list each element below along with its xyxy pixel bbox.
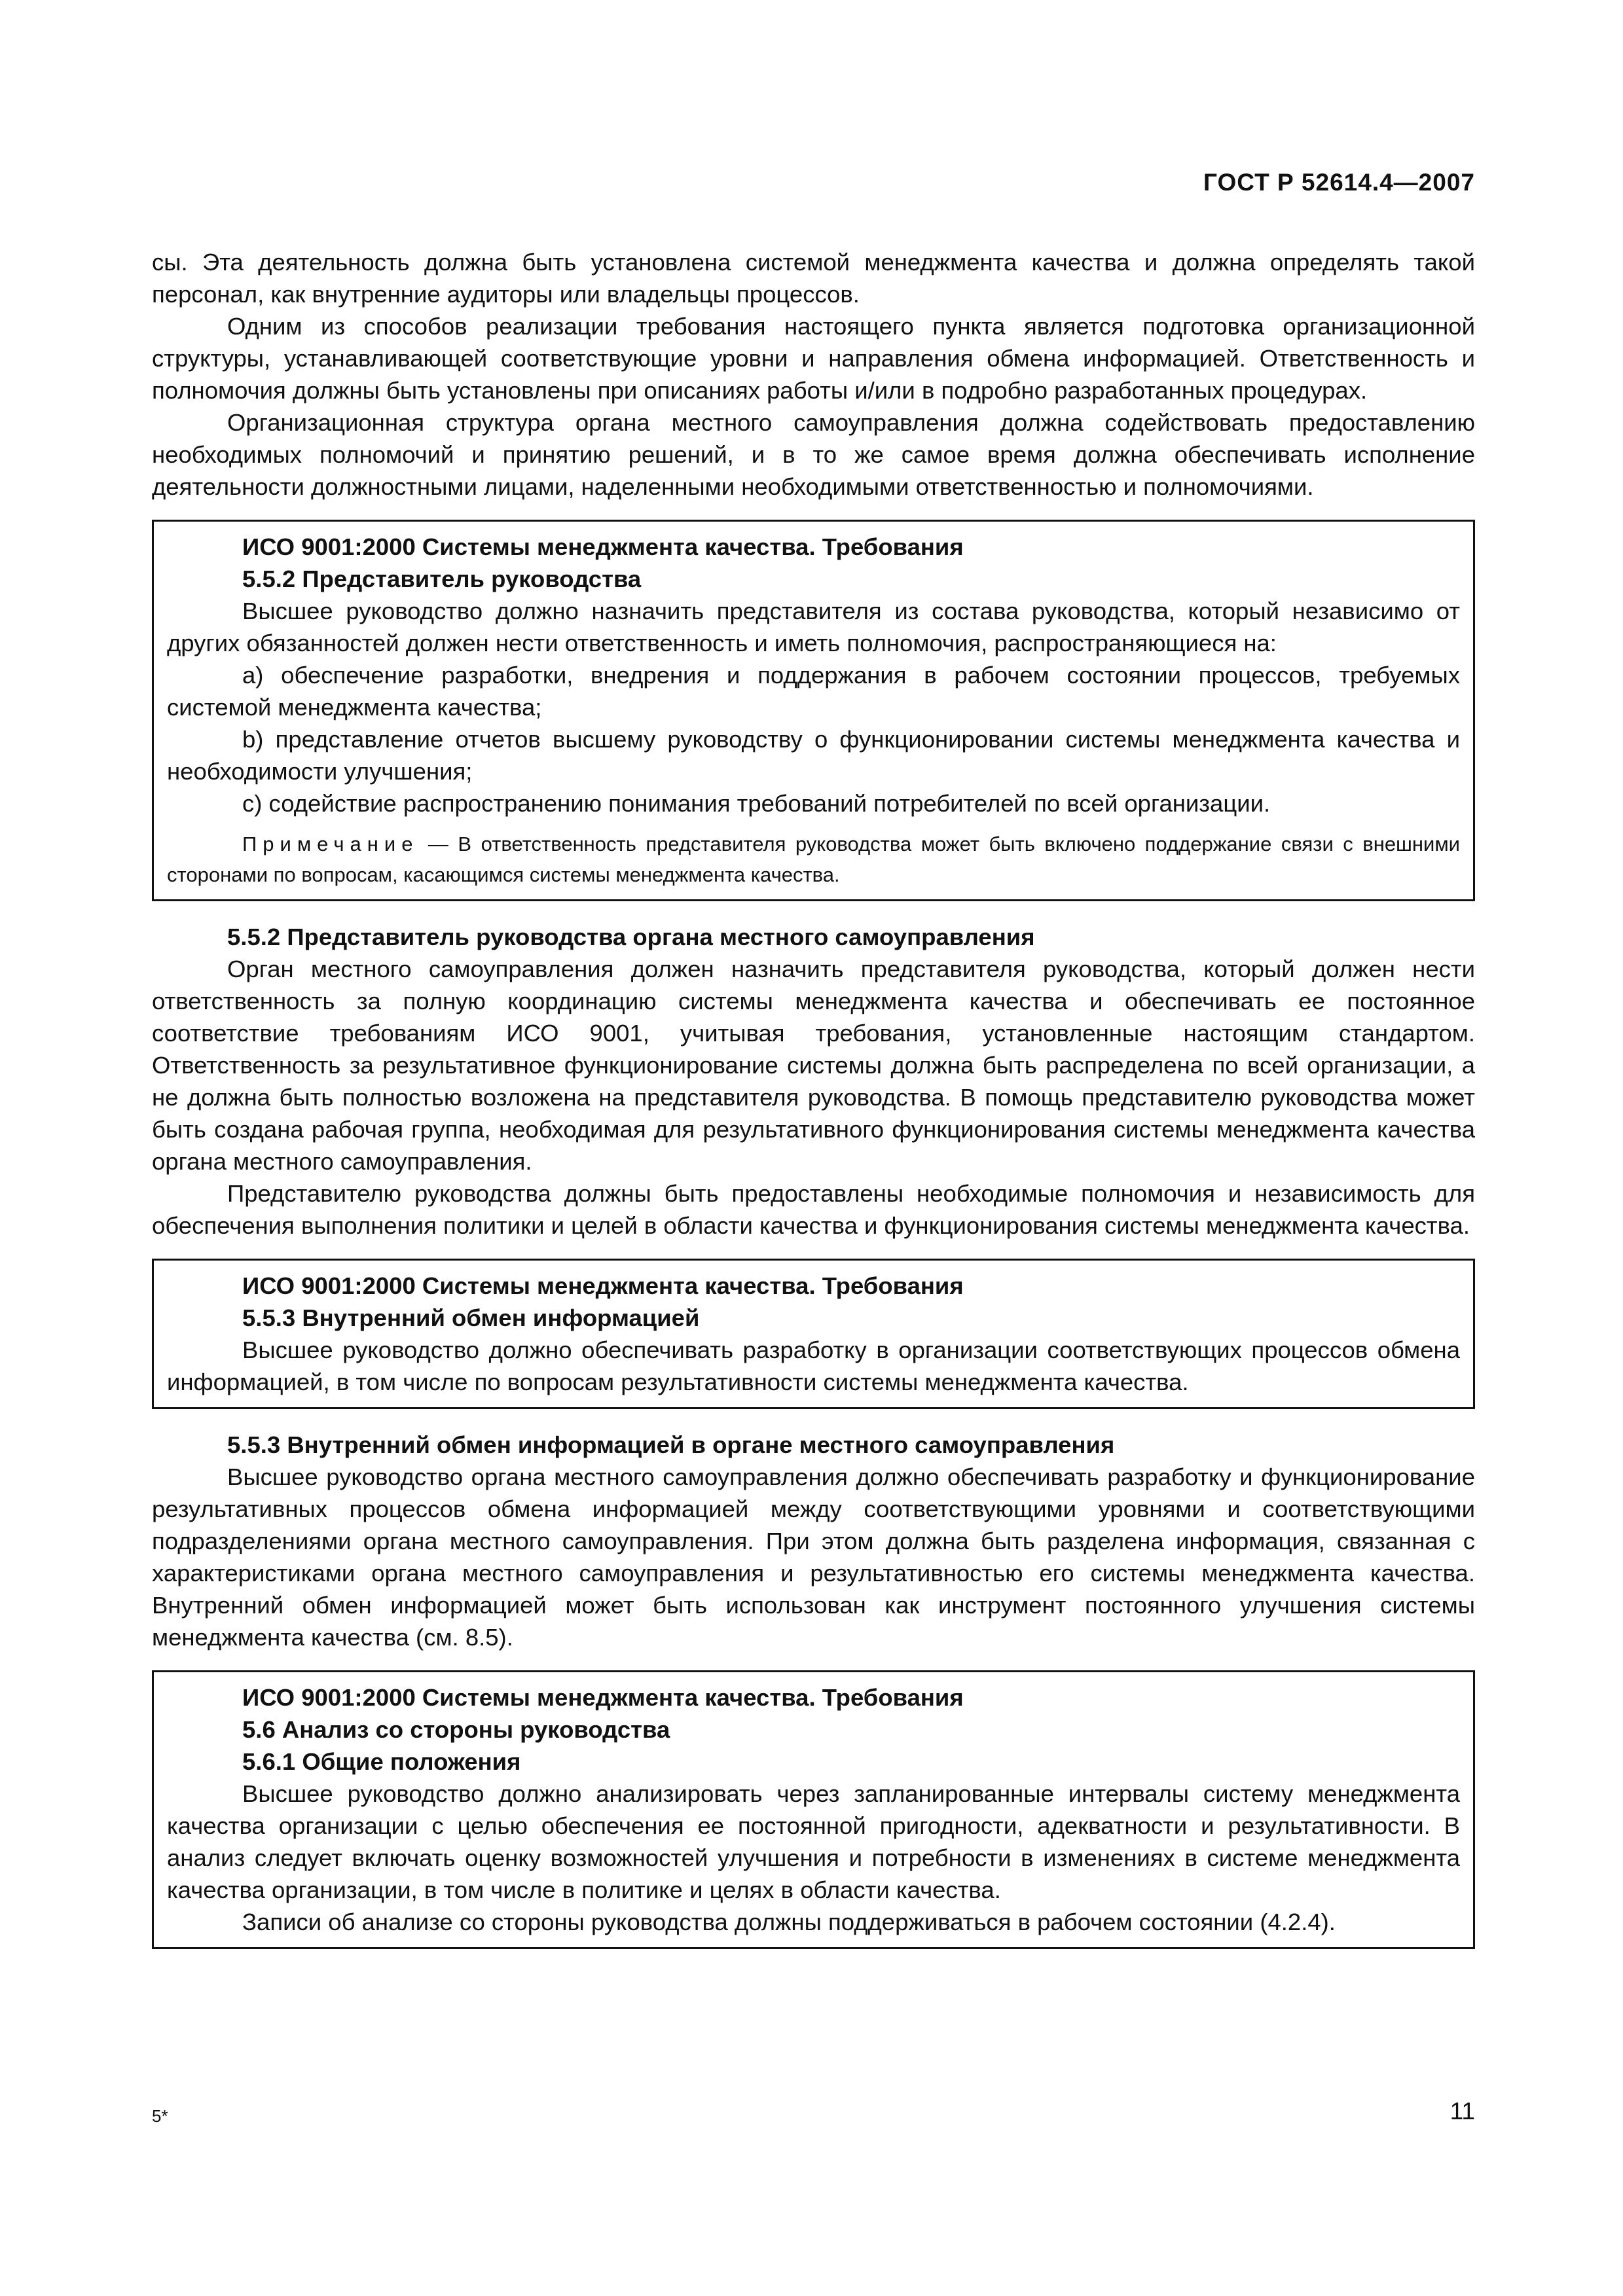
iso-quote-box-56: [152, 1670, 1475, 1949]
standard-number: ГОСТ Р 52614.4—2007: [1203, 169, 1475, 196]
box-subtitle: 5.6 Анализ со стороны руководства: [242, 1716, 670, 1743]
box-note: [167, 829, 1460, 890]
section-553-paragraph-1: Высшее руководство органа местного самоуправления должно обеспечивать разработку и функционирование результативных процессов обмена информацией между соответствующими уровнями и соответствующими подразделениями органа местного самоуправления. При этом должна быть разделена информация, связанная с характеристиками органа местного самоуправления и результативностью его системы менеджмента качества. Внутренний обмен информацией может быть использован как инструмент постоянного улучшения системы менеджмента качества (см. 8.5).: [152, 1463, 1475, 1651]
intro-paragraph-1: сы. Эта деятельность должна быть установлена системой менеджмента качества и должна определять такой персонал, как внутренние аудиторы или владельцы процессов.: [152, 249, 1475, 308]
box-title: ИСО 9001:2000 Системы менеджмента качества. Требования: [242, 1684, 964, 1711]
iso-quote-box-552: [152, 520, 1475, 901]
list-item-c: c) содействие распространению понимания требований потребителей по всей организации.: [242, 790, 1271, 817]
box-title: ИСО 9001:2000 Системы менеджмента качества. Требования: [242, 533, 964, 560]
list-item-b: b) представление отчетов высшему руководству о функционировании системы менеджмента качества и необходимости улучшения;: [167, 726, 1460, 785]
list-item-a: a) обеспечение разработки, внедрения и поддержания в рабочем состоянии процессов, требуемых системой менеджмента качества;: [167, 662, 1460, 721]
section-heading-552: 5.5.2 Представитель руководства органа местного самоуправления: [227, 924, 1035, 950]
page-content: [152, 246, 1475, 1969]
signature-mark: 5*: [152, 2106, 168, 2126]
box-paragraph-2: Записи об анализе со стороны руководства должны поддерживаться в рабочем состоянии (4.2.4).: [242, 1909, 1336, 1935]
box-paragraph: Высшее руководство должно анализировать через запланированные интервалы систему менеджмента качества организации с целью обеспечения ее постоянной пригодности, адекватности и результативности. В анализ следует включать оценку возможностей улучшения и потребности в изменениях в системе менеджмента качества организации, в том числе в политике и целях в области качества.: [167, 1780, 1460, 1903]
note-lead: Примечание: [242, 833, 419, 855]
box-subtitle: 5.5.3 Внутренний обмен информацией: [242, 1304, 700, 1331]
box-paragraph: Высшее руководство должно назначить представителя из состава руководства, который независимо от других обязанностей должен нести ответственность и иметь полномочия, распространяющиеся на:: [167, 598, 1460, 656]
intro-paragraph-2: Одним из способов реализации требования настоящего пункта является подготовка организационной структуры, устанавливающей соответствующие уровни и направления обмена информацией. Ответственность и полномочия должны быть установлены при описаниях работы и/или в подробно разработанных процедурах.: [152, 313, 1475, 404]
box-title: ИСО 9001:2000 Системы менеджмента качества. Требования: [242, 1272, 964, 1299]
section-552-paragraph-1: Орган местного самоуправления должен назначить представителя руководства, который должен нести ответственность за полную координацию системы менеджмента качества и обеспечивать ее постоянное соответствие требованиям ИСО 9001, учитывая требования, установленные настоящим стандартом. Ответственность за результативное функционирование системы должна быть распределена по всей организации, а не должна быть полностью возложена на представителя руководства. В помощь представителю руководства может быть создана рабочая группа, необходимая для результативного функционирования системы менеджмента качества органа местного самоуправления.: [152, 956, 1475, 1175]
iso-quote-box-553: [152, 1259, 1475, 1409]
intro-paragraph-3: Организационная структура органа местного самоуправления должна содействовать предоставлению необходимых полномочий и принятию решений, и в то же самое время должна обеспечивать исполнение деятельности должностными лицами, наделенными необходимыми ответственностью и полномочиями.: [152, 409, 1475, 500]
box-subtitle-2: 5.6.1 Общие положения: [242, 1748, 521, 1775]
box-paragraph: Высшее руководство должно обеспечивать разработку в организации соответствующих процессов обмена информацией, в том числе по вопросам результативности системы менеджмента качества.: [167, 1336, 1460, 1395]
box-subtitle: 5.5.2 Представитель руководства: [242, 565, 642, 592]
note-text: — В ответственность представителя руководства может быть включено поддержание связи с внешними сторонами по вопросам, касающимся системы менеджмента качества.: [167, 833, 1460, 886]
page-number: 11: [1450, 2098, 1475, 2125]
section-552-paragraph-2: Представителю руководства должны быть предоставлены необходимые полномочия и независимость для обеспечения выполнения политики и целей в области качества и функционирования системы менеджмента качества.: [152, 1180, 1475, 1239]
section-heading-553: 5.5.3 Внутренний обмен информацией в органе местного самоуправления: [227, 1431, 1115, 1458]
